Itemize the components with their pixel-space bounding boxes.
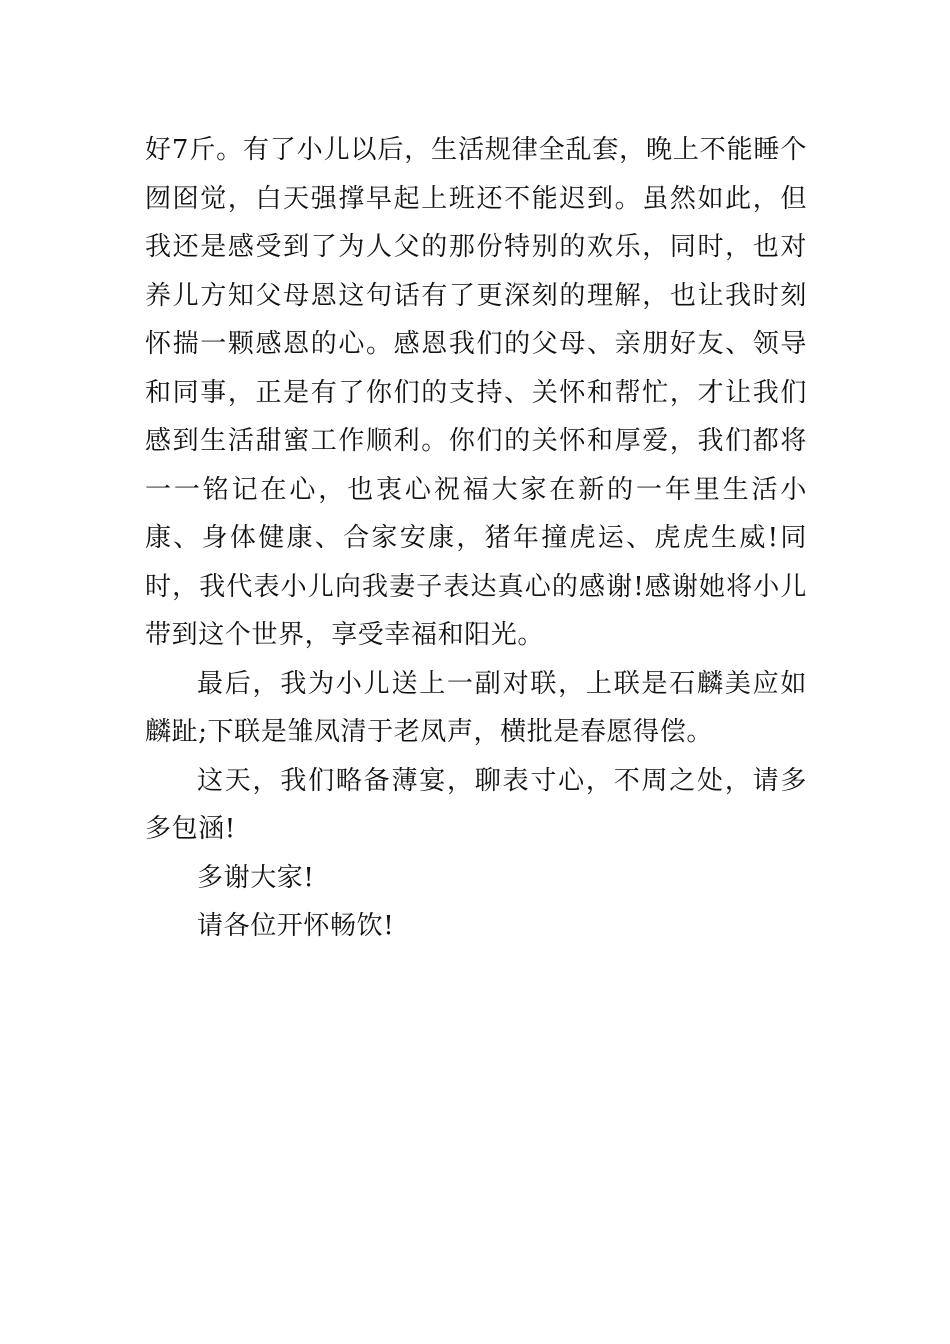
- paragraph-2: 最后，我为小儿送上一副对联，上联是石麟美应如麟趾;下联是雏凤清于老凤声，横批是春愿得偿。: [145, 668, 807, 747]
- document-body: [145, 126, 807, 951]
- paragraph-1: 好7斤。有了小儿以后，生活规律全乱套，晚上不能睡个囫囵觉，白天强撑早起上班还不能迟到。虽然如此，但我还是感受到了为人父的那份特别的欢乐，同时，也对养儿方知父母恩这句话有了更深刻的理解，也让我时刻怀揣一颗感恩的心。感恩我们的父母、亲朋好友、领导和同事，正是有了你们的支持、关怀和帮忙，才让我们感到生活甜蜜工作顺利。你们的关怀和厚爱，我们都将一一铭记在心，也衷心祝福大家在新的一年里生活小康、身体健康、合家安康，猪年撞虎运、虎虎生威!同时，我代表小儿向我妻子表达真心的感谢!感谢她将小儿带到这个世界，享受幸福和阳光。: [145, 135, 807, 650]
- paragraph-5: 请各位开怀畅饮!: [197, 911, 395, 941]
- paragraph-3: 这天，我们略备薄宴，聊表寸心，不周之处，请多多包涵!: [145, 765, 807, 844]
- paragraph-4: 多谢大家!: [197, 862, 315, 893]
